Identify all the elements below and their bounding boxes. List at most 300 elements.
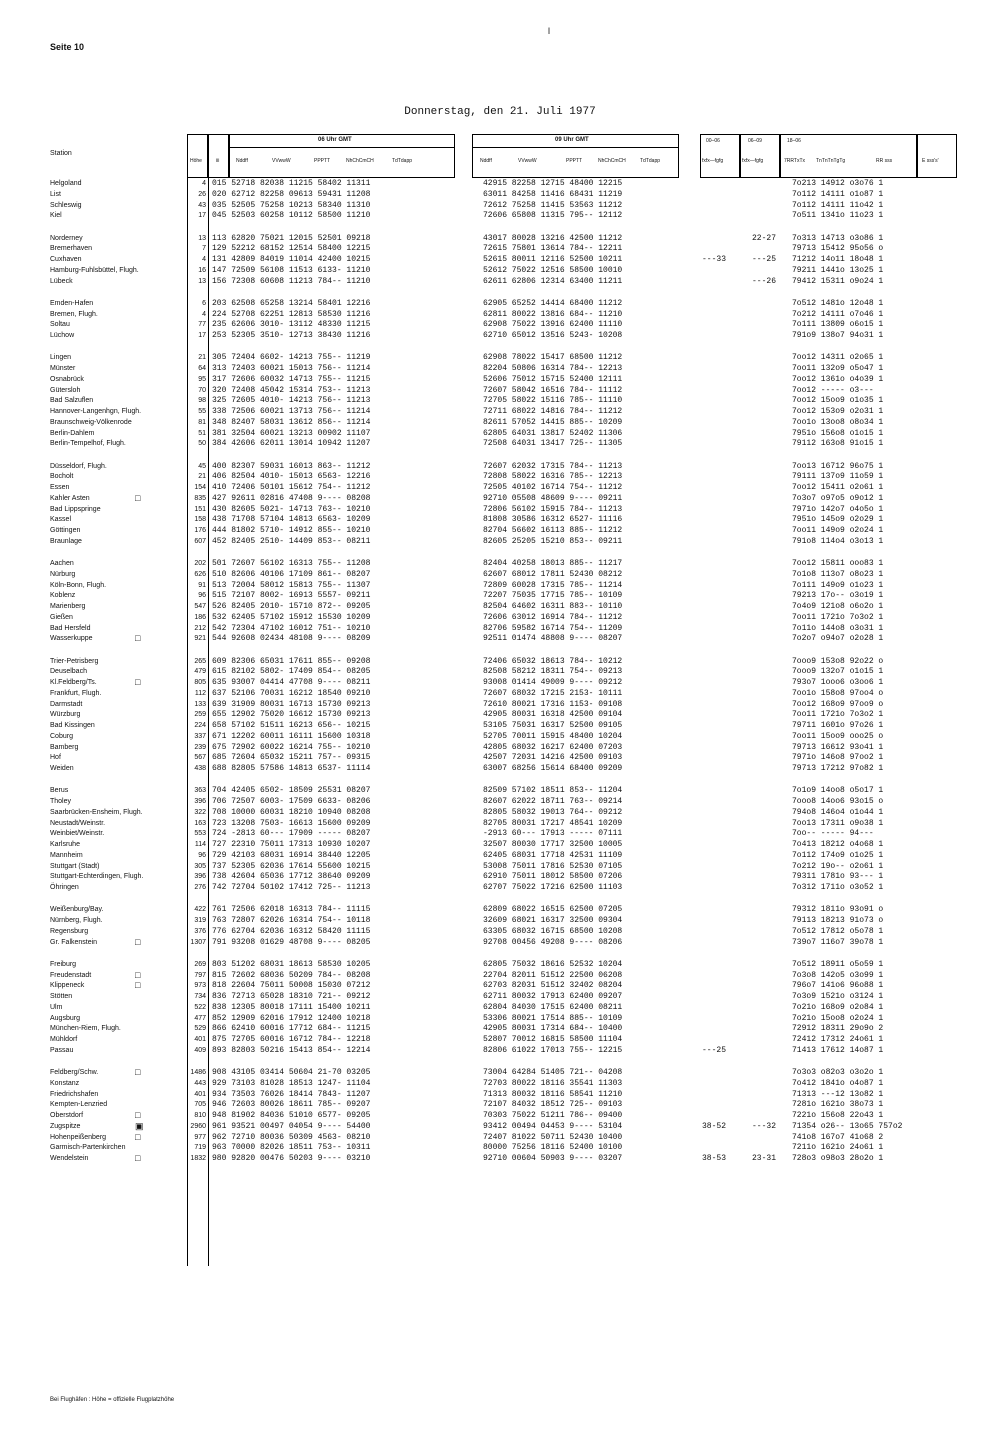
extremes-values: 79713 17212 97o82 1 — [792, 764, 884, 773]
station-name: Gießen — [50, 613, 73, 621]
station-height: 438 — [194, 765, 206, 772]
table-row — [0, 937, 1000, 948]
table-row — [0, 688, 1000, 699]
station-name: München-Riem, Flugh. — [50, 1025, 121, 1033]
extremes-values: 7o511 1341o 11o23 1 — [792, 211, 884, 221]
extremes-values: 79113 18213 91o73 o — [792, 916, 884, 925]
obs-06-values: 671 12202 60011 16111 15600 10318 — [212, 731, 371, 741]
extremes-values: 7o1o8 113o7 o8o23 1 — [792, 569, 884, 579]
table-row — [0, 796, 1000, 807]
obs-09-values: 62809 68022 16515 62500 07205 — [483, 905, 623, 915]
station-name: Augsburg — [50, 1014, 80, 1022]
table-row — [0, 210, 1000, 221]
obs-06-values: 803 51202 68031 18613 58530 10205 — [212, 959, 371, 969]
obs-06-values: 381 32504 60021 13213 00902 11107 — [212, 428, 371, 438]
obs-06-values: 763 72807 62026 16314 754-- 10118 — [212, 916, 371, 925]
extremes-values: 79311 1781o 93--- 1 — [792, 872, 884, 882]
obs-06-values: 946 72603 80026 18611 785-- 09207 — [212, 1100, 371, 1110]
station-height: 239 — [194, 743, 206, 751]
station-height: 443 — [194, 1079, 206, 1087]
obs-06-values: 131 42809 84019 11014 42400 10215 — [212, 255, 371, 264]
obs-09-values: 70303 75022 51211 786-- 09400 — [483, 1111, 623, 1120]
extremes-values: 7o212 19o-- o2o61 1 — [792, 861, 884, 871]
station-name: Neustadt/Weinstr. — [50, 819, 106, 827]
table-row — [0, 265, 1000, 276]
table-row — [0, 1089, 1000, 1100]
col-header: Nddff — [236, 158, 248, 164]
station-height: 154 — [194, 484, 206, 491]
obs-06-values: 156 72308 60608 11213 784-- 11210 — [212, 276, 371, 286]
gust-06-09: 23-31 — [752, 1154, 777, 1163]
extremes-values: 7o413 18212 o4o68 1 — [792, 840, 884, 849]
table-row — [0, 1078, 1000, 1089]
gust-00-06: 38-53 — [702, 1154, 727, 1163]
obs-06-values: 515 72107 8002- 16913 5557- 09211 — [212, 591, 371, 601]
station-name: Köln-Bonn, Flugh. — [50, 581, 107, 589]
col-header: TnTnTnTgTg — [816, 158, 846, 164]
station-name: Bad Lippspringe — [50, 505, 101, 513]
station-name: Berlin-Tempelhof, Flugh. — [50, 440, 126, 448]
table-row — [0, 319, 1000, 330]
obs-06-values: 113 62820 75021 12015 52501 09218 — [212, 233, 371, 243]
obs-06-values: 338 72506 60021 13713 756-- 11214 — [212, 407, 371, 416]
obs-09-values: 82404 40258 18013 885-- 11217 — [483, 559, 623, 568]
obs-09-values: 62710 65012 13516 5243- 10208 — [483, 331, 623, 340]
station-name: Stötten — [50, 993, 73, 1000]
station-name: Stuttgart (Stadt) — [50, 862, 100, 870]
obs-09-values: 82605 25205 15210 853-- 09211 — [483, 536, 623, 546]
obs-09-values: 62910 75011 18012 58500 07206 — [483, 872, 623, 882]
station-marker: □ — [135, 492, 141, 503]
obs-09-values: 72612 75258 11415 53563 11212 — [483, 200, 623, 210]
station-height: 522 — [194, 1003, 206, 1011]
obs-09-values: 72606 63012 16914 784-- 11212 — [483, 612, 623, 622]
table-row — [0, 417, 1000, 428]
extremes-values: 71212 14o11 18o48 1 — [792, 255, 884, 264]
station-name: Saarbrücken-Ensheim, Flugh. — [50, 808, 143, 816]
obs-06-values: 542 72304 47102 16012 751-- 10210 — [212, 623, 371, 633]
station-height: 1307 — [190, 938, 206, 946]
station-name: Feldberg/Schw. — [50, 1069, 99, 1076]
group-09-header: 09 Uhr GMT — [555, 137, 589, 143]
extremes-values: 791o8 114o4 o3o13 1 — [792, 536, 884, 546]
table-row — [0, 178, 1000, 189]
station-height: 224 — [194, 722, 206, 729]
obs-09-values: 62607 68012 17811 52430 08212 — [483, 569, 623, 579]
station-height: 16 — [198, 266, 206, 274]
station-name: Bad Kissingen — [50, 722, 95, 729]
group-06-09-header: 06–09 — [748, 138, 762, 144]
table-row — [0, 580, 1000, 591]
table-row — [0, 1110, 1000, 1121]
extremes-values: 7o512 17812 o5o78 1 — [792, 926, 884, 936]
station-height: 607 — [194, 537, 206, 545]
obs-09-values: 62905 65252 14414 68400 11212 — [483, 298, 623, 308]
station-height: 567 — [194, 754, 206, 762]
obs-06-values: 742 72704 50102 17412 725-- 11213 — [212, 883, 371, 892]
obs-09-values: 62804 84030 17515 62400 08211 — [483, 1002, 623, 1012]
station-name: Stuttgart-Echterdingen, Flugh. — [50, 873, 144, 881]
obs-06-values: 430 82605 5021- 14713 763-- 10210 — [212, 504, 371, 514]
station-height: 91 — [198, 581, 206, 589]
station-name: Bremerhaven — [50, 245, 93, 253]
station-height: 835 — [194, 494, 206, 502]
table-row — [0, 991, 1000, 1002]
extremes-values: 79713 16612 93o41 1 — [792, 742, 884, 752]
obs-06-values: 688 82805 57586 14813 6537- 11114 — [212, 764, 371, 773]
group-06-header: 06 Uhr GMT — [318, 137, 352, 143]
obs-09-values: 93412 00494 04453 9---- 53104 — [483, 1121, 623, 1131]
table-row — [0, 861, 1000, 872]
gust-00-06: ---33 — [702, 255, 727, 264]
obs-09-values: 22704 82011 51512 22500 06208 — [483, 970, 623, 980]
station-name: Regensburg — [50, 927, 89, 935]
station-name: Gr. Falkenstein — [50, 938, 98, 946]
station-height: 43 — [198, 201, 206, 209]
extremes-values: 7o212 14111 o7o46 1 — [792, 309, 884, 319]
obs-06-values: 513 72004 58012 15813 755-- 11307 — [212, 580, 371, 590]
extremes-values: 7oo12 15411 o2o61 1 — [792, 483, 884, 492]
station-height: 151 — [194, 505, 206, 513]
scan-mark: l — [548, 26, 550, 36]
station-height: 376 — [194, 927, 206, 935]
obs-09-values: 62811 80022 13816 684-- 11210 — [483, 309, 623, 319]
obs-06-values: 427 92611 02816 47408 9---- 08208 — [212, 493, 371, 503]
station-name: Bad Hersfeld — [50, 624, 91, 632]
station-name: Essen — [50, 484, 70, 491]
table-row — [0, 525, 1000, 536]
table-row — [0, 493, 1000, 504]
table-row — [0, 1034, 1000, 1045]
obs-09-values: 72806 56102 15915 784-- 11213 — [483, 504, 623, 514]
col-header: TdTdapp — [392, 158, 413, 164]
extremes-values: 7o21o 15oo8 o2o24 1 — [792, 1013, 884, 1023]
obs-09-values: 62707 75022 17216 62500 11103 — [483, 883, 623, 892]
extremes-values: 7o111 149o9 o1o23 1 — [792, 580, 884, 590]
table-row — [0, 243, 1000, 254]
table-row — [0, 1013, 1000, 1024]
extremes-values: 71313 ---12 13o82 1 — [792, 1089, 884, 1099]
extremes-values: 7o1o9 14oo8 o5o17 1 — [792, 786, 884, 796]
obs-09-values: 62805 64031 13817 52402 11306 — [483, 428, 623, 438]
extremes-values: 7ooo9 132o7 o1o15 1 — [792, 667, 884, 677]
extremes-values: 791o9 138o7 94o31 1 — [792, 331, 884, 340]
station-name: Freiburg — [50, 960, 77, 968]
extremes-values: 72412 17312 24o61 1 — [792, 1035, 884, 1044]
obs-09-values: 92710 00604 50903 9---- 03207 — [483, 1154, 623, 1163]
station-name: Klippeneck — [50, 982, 85, 990]
obs-09-values: 82509 57102 18511 853-- 11204 — [483, 786, 623, 796]
extremes-values: 7oo11 132o9 o5o47 1 — [792, 364, 884, 373]
obs-09-values: 53306 80021 17514 885-- 10109 — [483, 1013, 623, 1023]
table-row — [0, 1153, 1000, 1164]
table-row — [0, 959, 1000, 970]
table-row — [0, 461, 1000, 472]
obs-06-values: 980 92820 00476 50203 9---- 03210 — [212, 1154, 371, 1163]
station-height: 7 — [202, 245, 206, 253]
extremes-values: 79412 15311 o9o24 1 — [792, 276, 884, 286]
obs-06-values: 045 52503 60258 10112 58500 11210 — [212, 211, 371, 221]
extremes-values: 79312 1811o 93o91 o — [792, 905, 884, 915]
table-row — [0, 623, 1000, 634]
station-height: 70 — [198, 386, 206, 394]
obs-09-values: 62805 75032 18616 52532 10204 — [483, 959, 623, 969]
table-row — [0, 882, 1000, 893]
obs-06-values: 934 73503 76026 18414 7843- 11207 — [212, 1089, 371, 1099]
station-marker: □ — [135, 1131, 141, 1142]
table-row — [0, 785, 1000, 796]
table-row — [0, 763, 1000, 774]
table-row — [0, 1099, 1000, 1110]
extremes-values: 71413 17612 14o87 1 — [792, 1045, 884, 1055]
table-row — [0, 633, 1000, 644]
extremes-values: 7o3o3 o82o3 o3o2o 1 — [792, 1068, 884, 1077]
obs-06-values: 639 31909 80031 16713 15730 09213 — [212, 699, 371, 709]
station-height: 977 — [194, 1133, 206, 1141]
extremes-values: 7o3o9 1521o o3124 1 — [792, 992, 884, 1001]
obs-06-values: 724 -2813 60--- 17909 ----- 08207 — [212, 829, 371, 839]
obs-06-values: 704 42405 6502- 18509 25531 08207 — [212, 786, 371, 796]
col-header: RR sss — [876, 158, 893, 164]
obs-06-values: 675 72902 60022 16214 755-- 10210 — [212, 742, 371, 752]
obs-06-values: 963 70000 82026 18511 753-- 10311 — [212, 1143, 371, 1153]
obs-06-values: 313 72403 60021 15013 756-- 11214 — [212, 364, 371, 373]
gust-06-09: 22-27 — [752, 233, 777, 243]
station-name: Nürburg — [50, 570, 76, 578]
station-height: 422 — [194, 906, 206, 914]
extremes-values: 7ooo9 153o8 92o22 o — [792, 656, 884, 666]
extremes-values: 7o4o9 121o8 o6o2o 1 — [792, 602, 884, 611]
table-row — [0, 720, 1000, 731]
col-header: 7RRTxTx — [784, 158, 806, 164]
station-name: Kl.Feldberg/Ts. — [50, 679, 97, 686]
station-height: 305 — [194, 862, 206, 870]
table-row — [0, 871, 1000, 882]
obs-09-values: 63305 68032 16715 68500 10208 — [483, 926, 623, 936]
station-height: 6 — [202, 299, 206, 307]
extremes-values: 7o21o 168o9 o2o84 1 — [792, 1002, 884, 1012]
station-marker: □ — [135, 969, 141, 980]
station-height: 553 — [194, 830, 206, 838]
obs-09-values: 52612 75022 12516 58500 10010 — [483, 265, 623, 275]
obs-06-values: 544 92608 02434 48108 9---- 08209 — [212, 634, 371, 644]
extremes-values: 7951o 145o9 o2o29 1 — [792, 515, 884, 525]
col-header: TdTdapp — [640, 158, 661, 164]
extremes-values: 7951o 156o8 o1o15 1 — [792, 428, 884, 438]
station-name: Bad Salzuflen — [50, 397, 94, 405]
extremes-values: 7ooo8 14oo6 93o15 o — [792, 797, 884, 806]
extremes-values: 7o312 1711o o3o52 1 — [792, 883, 884, 892]
obs-09-values: 72808 58022 16316 785-- 12213 — [483, 472, 623, 482]
station-name: Soltau — [50, 321, 70, 329]
obs-06-values: 510 82606 40106 17109 861-- 08207 — [212, 569, 371, 579]
obs-06-values: 147 72509 56108 11513 6133- 11210 — [212, 265, 371, 275]
extremes-values: 7oo-- ----- 94--- — [792, 829, 874, 839]
obs-09-values: 72703 80022 18116 35541 11303 — [483, 1078, 623, 1088]
obs-09-values: 72607 68032 17215 2153- 10111 — [483, 688, 623, 698]
station-name: Weiden — [50, 765, 74, 772]
obs-06-values: 875 72705 60016 16712 784-- 12218 — [212, 1035, 371, 1044]
obs-06-values: 035 52505 75258 10213 58340 11310 — [212, 200, 371, 210]
table-row — [0, 569, 1000, 580]
table-row — [0, 612, 1000, 623]
station-name: Aachen — [50, 560, 74, 567]
obs-06-values: 893 82803 50216 15413 854-- 12214 — [212, 1045, 371, 1055]
station-height: 17 — [198, 212, 206, 220]
obs-09-values: 80000 75256 18116 52400 10100 — [483, 1143, 623, 1153]
obs-06-values: 637 52106 70031 16212 18540 09210 — [212, 688, 371, 698]
obs-06-values: 384 42606 62011 13014 10942 11207 — [212, 439, 371, 449]
station-height: 4 — [202, 256, 206, 263]
obs-09-values: 42915 82258 12715 48400 12215 — [483, 179, 623, 188]
obs-09-values: 53105 75031 16317 52500 09105 — [483, 721, 623, 730]
station-name: Nürnberg, Flugh. — [50, 917, 103, 924]
station-name: Göttingen — [50, 527, 81, 534]
table-row — [0, 254, 1000, 265]
obs-06-values: 203 62508 65258 13214 58401 12216 — [212, 298, 371, 308]
obs-06-values: 609 82306 65031 17611 855-- 09208 — [212, 656, 371, 666]
obs-06-values: 444 81802 5710- 14912 855-- 10210 — [212, 526, 371, 535]
station-height: 212 — [194, 624, 206, 632]
obs-09-values: 82704 56602 16113 885-- 11212 — [483, 526, 623, 535]
station-height: 64 — [198, 365, 206, 372]
table-row — [0, 970, 1000, 981]
obs-09-values: 42905 80031 17314 684-- 10400 — [483, 1024, 623, 1034]
extremes-values: 7281o 1621o 38o73 1 — [792, 1100, 884, 1110]
station-height: 95 — [198, 375, 206, 383]
station-height: 176 — [194, 527, 206, 534]
station-name: Weißenburg/Bay. — [50, 906, 104, 914]
station-height: 719 — [194, 1144, 206, 1152]
obs-09-values: 82204 50806 16314 784-- 12213 — [483, 364, 623, 373]
station-height: 269 — [194, 960, 206, 968]
station-name: Bremen, Flugh. — [50, 310, 98, 318]
obs-09-values: 82611 57052 14415 885-- 10209 — [483, 417, 623, 427]
table-row — [0, 590, 1000, 601]
page-title: Donnerstag, den 21. Juli 1977 — [404, 106, 596, 118]
obs-06-values: 852 12909 62016 17912 12400 10218 — [212, 1013, 371, 1023]
obs-09-values: 42805 68032 16217 62400 07203 — [483, 742, 623, 752]
obs-06-values: 685 72604 65032 15211 757-- 09315 — [212, 753, 371, 763]
obs-06-values: 020 62712 82258 09613 59431 11208 — [212, 189, 371, 199]
table-row — [0, 915, 1000, 926]
extremes-values: 7211o 1621o 24o61 1 — [792, 1143, 884, 1153]
station-name: Kempten-Lenzried — [50, 1101, 108, 1109]
station-name: Weinbiet/Weinstr. — [50, 830, 105, 838]
obs-09-values: 72615 75801 13614 784-- 12211 — [483, 244, 623, 254]
col-header: NhChCmCH — [598, 158, 626, 164]
station-name: Tholey — [50, 798, 72, 805]
extremes-values: 7o412 1841o o4o87 1 — [792, 1078, 884, 1088]
extremes-values: 7oo12 15811 ooo83 1 — [792, 559, 884, 568]
station-name: Deuselbach — [50, 668, 87, 676]
obs-09-values: 82706 59582 16714 754-- 11209 — [483, 623, 623, 633]
obs-06-values: 532 62405 57102 15912 15530 10209 — [212, 612, 371, 622]
extremes-values: 7oo11 149o9 o2o24 1 — [792, 526, 884, 535]
obs-06-values: 866 62410 60016 17712 684-- 11215 — [212, 1024, 371, 1034]
station-name: Kassel — [50, 516, 72, 524]
col-header: fxfx—fgfg — [702, 158, 724, 164]
extremes-values: 7o512 18911 o5o59 1 — [792, 959, 884, 969]
station-name: Bocholt — [50, 473, 74, 481]
station-height: 973 — [194, 982, 206, 990]
table-row — [0, 709, 1000, 720]
station-height: 337 — [194, 732, 206, 740]
station-name: Düsseldorf, Flugh. — [50, 462, 107, 470]
obs-06-values: 836 72713 65028 18310 721-- 09212 — [212, 992, 371, 1001]
table-row — [0, 601, 1000, 612]
extremes-values: 7oo13 16712 96o75 1 — [792, 461, 884, 471]
table-row — [0, 1045, 1000, 1056]
table-row — [0, 504, 1000, 515]
obs-09-values: 93008 01414 49009 9---- 09212 — [483, 678, 623, 687]
obs-09-values: 63007 68256 15614 68400 09209 — [483, 764, 623, 773]
table-row — [0, 752, 1000, 763]
station-height: 112 — [194, 689, 206, 697]
station-name: Frankfurt, Flugh. — [50, 689, 102, 697]
station-height: 4 — [202, 310, 206, 318]
extremes-values: 7o112 14111 o1o87 1 — [792, 189, 884, 199]
station-height: 479 — [194, 668, 206, 676]
station-height: 1832 — [190, 1155, 206, 1162]
extremes-values: 7971o 142o7 o4o5o 1 — [792, 504, 884, 514]
obs-09-values: 42905 80031 16318 42500 09104 — [483, 710, 623, 720]
table-row — [0, 352, 1000, 363]
station-name: Helgoland — [50, 180, 82, 187]
station-height: 98 — [198, 397, 206, 405]
table-row — [0, 471, 1000, 482]
table-row — [0, 818, 1000, 829]
extremes-values: 7oo11 15oo9 ooo25 o — [792, 731, 884, 741]
extremes-values: 7oo12 15oo9 o1o35 1 — [792, 396, 884, 406]
obs-09-values: 72508 64031 13417 725-- 11305 — [483, 439, 623, 449]
table-row — [0, 385, 1000, 396]
extremes-values: 79213 17o-- o3o19 1 — [792, 591, 884, 601]
obs-09-values: 82607 62022 18711 763-- 09214 — [483, 797, 623, 806]
extremes-values: 79112 163o8 91o15 1 — [792, 439, 884, 449]
page-number: Seite 10 — [50, 42, 85, 52]
station-height: 401 — [194, 1090, 206, 1098]
obs-09-values: 62405 68031 17718 42531 11109 — [483, 850, 623, 860]
obs-06-values: 738 42604 65036 17712 38640 09209 — [212, 872, 371, 882]
extremes-values: 79711 1601o 97o26 1 — [792, 721, 884, 730]
station-marker: □ — [135, 677, 141, 687]
obs-06-values: 655 12902 75020 16612 15730 09213 — [212, 710, 371, 720]
station-height: 202 — [194, 560, 206, 567]
station-marker: □ — [135, 1110, 141, 1120]
obs-09-values: 42507 72031 14216 42500 09103 — [483, 753, 623, 763]
station-marker: □ — [135, 1067, 141, 1077]
obs-06-values: 776 62704 62036 16312 58420 11115 — [212, 926, 371, 936]
station-name: Coburg — [50, 732, 73, 740]
table-row — [0, 677, 1000, 688]
obs-09-values: 72505 40102 16714 754-- 11212 — [483, 483, 623, 492]
station-name: Freudenstadt — [50, 971, 92, 979]
table-row — [0, 438, 1000, 449]
station-name: Koblenz — [50, 592, 76, 600]
gust-06-09: ---25 — [752, 255, 777, 264]
extremes-values: 7oo12 168o9 97oo9 o — [792, 699, 884, 709]
group-00-06-header: 00–06 — [706, 138, 720, 144]
obs-09-values: 82508 58212 18311 754-- 09213 — [483, 667, 623, 677]
gust-00-06: 38-52 — [702, 1121, 727, 1131]
table-row — [0, 699, 1000, 710]
table-row — [0, 1002, 1000, 1013]
station-height: 734 — [194, 993, 206, 1000]
obs-09-values: 63011 84258 11416 68431 11219 — [483, 189, 623, 199]
station-name: Schleswig — [50, 201, 82, 209]
obs-09-values: 71313 80032 18116 58541 11210 — [483, 1089, 623, 1099]
